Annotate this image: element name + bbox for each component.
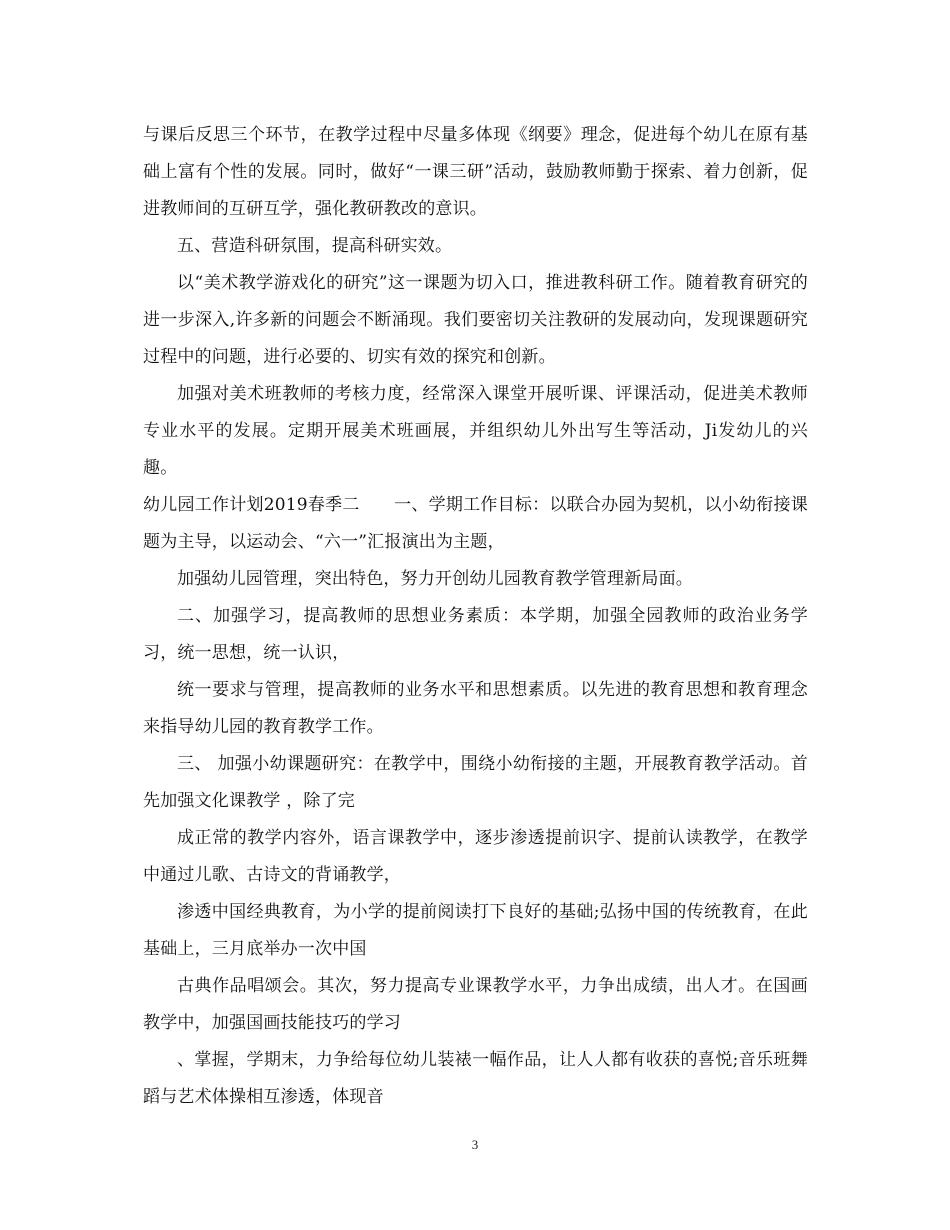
paragraph: 古典作品唱颂会。其次，努力提高专业课教学水平，力争出成绩，出人才。在国画教学中，加强国画技能技巧的学习 <box>143 976 808 1033</box>
paragraph: 与课后反思三个环节，在教学过程中尽量多体现《纲要》理念，促进每个幼儿在原有基础上富有个性的发展。同时，做好“一课三研”活动，鼓励教师勤于探索、着力创新，促进教师间的互研互学，强化教研教改的意识。 <box>143 125 808 219</box>
paragraph: 幼儿园工作计划2019春季二 一、学期工作目标：以联合办园为契机，以小幼衔接课题为主导，以运动会、“六一”汇报演出为主题， <box>143 495 808 552</box>
paragraph: 统一要求与管理，提高教师的业务水平和思想素质。以先进的教育思想和教育理念来指导幼儿园的教育教学工作。 <box>143 680 808 737</box>
paragraph: 加强对美术班教师的考核力度，经常深入课堂开展听课、评课活动，促进美术教师专业水平的发展。定期开展美术班画展，并组织幼儿外出写生等活动，Ji发幼儿的兴趣。 <box>143 384 808 478</box>
section-heading: 五、营造科研氛围，提高科研实效。 <box>177 236 453 256</box>
paragraph: 二、加强学习，提高教师的思想业务素质：本学期，加强全园教师的政治业务学习，统一思想，统一认识， <box>143 606 808 663</box>
paragraph: 成正常的教学内容外，语言课教学中，逐步渗透提前识字、提前认读教学，在教学中通过儿歌、古诗文的背诵教学， <box>143 828 808 885</box>
paragraph: 渗透中国经典教育，为小学的提前阅读打下良好的基础;弘扬中国的传统教育，在此基础上，三月底举办一次中国 <box>143 902 808 959</box>
paragraph: 三、 加强小幼课题研究：在教学中，围绕小幼衔接的主题，开展教育教学活动。首先加强文化课教学 ，除了完 <box>143 754 808 811</box>
paragraph: 以“美术教学游戏化的研究”这一课题为切入口，推进教科研工作。随着教育研究的进一步深入,许多新的问题会不断涌现。我们要密切关注教研的发展动向，发现课题研究过程中的问题，进行必要的、切实有效的探究和创新。 <box>143 273 808 367</box>
page-number: 3 <box>471 1137 479 1152</box>
paragraph: 、掌握，学期末，力争给每位幼儿装裱一幅作品，让人人都有收获的喜悦;音乐班舞蹈与艺术体操相互渗透，体现音 <box>143 1050 808 1107</box>
body-text <box>143 117 808 1116</box>
paragraph: 加强幼儿园管理，突出特色，努力开创幼儿园教育教学管理新局面。 <box>177 569 693 589</box>
